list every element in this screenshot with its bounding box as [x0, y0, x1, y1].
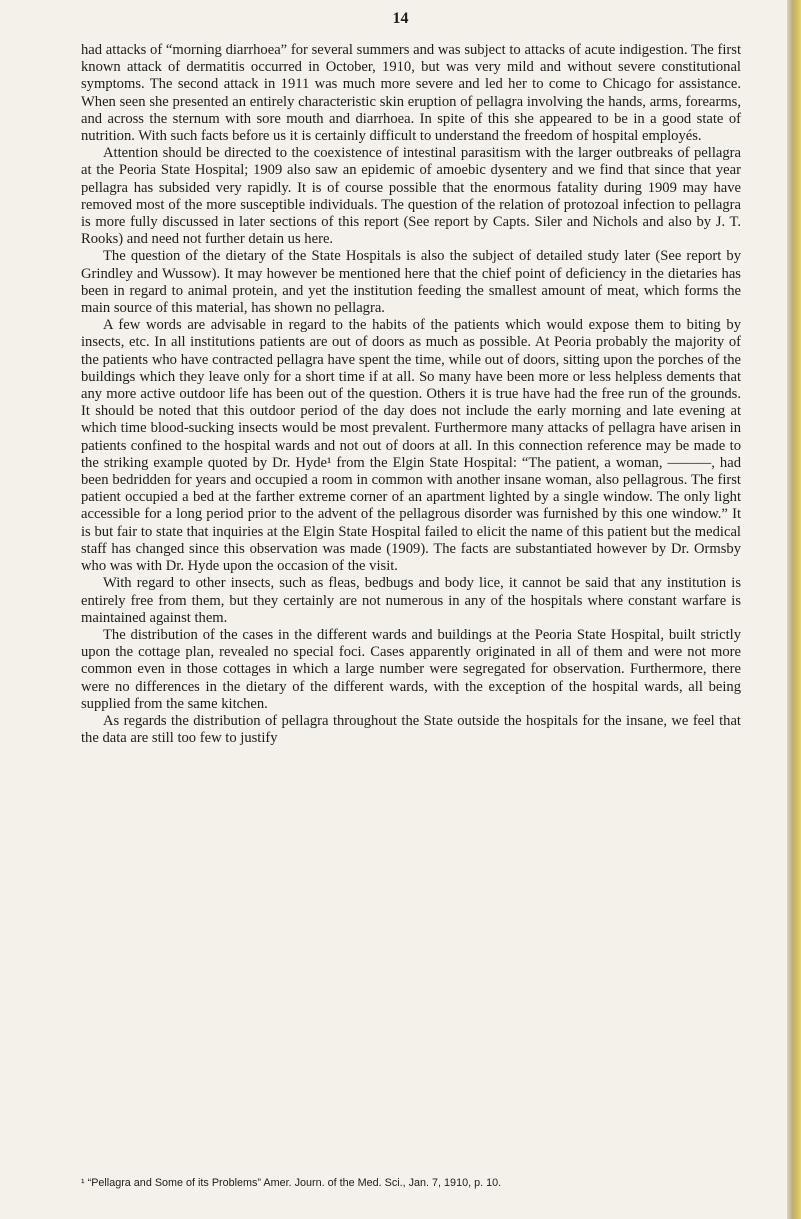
paragraph-parasitism: Attention should be directed to the coexistence of intestinal parasitism with the larger outbreaks of pellagra at the Peoria State Hospital; 1909 also saw an epidemic of amoebic dysentery and we find that since that year pellagra has subsided very rapidly. It is of course possible that the enormous fatality during 1909 may have removed most of the more susceptible individuals. The question of the relation of protozoal infection to pellagra is more fully discussed in later sections of this report (See report by Capts. Siler and Nichols and also by J. T. Rooks) and need not further detain us here.: [81, 145, 741, 248]
footnote: ¹ “Pellagra and Some of its Problems” Amer. Journ. of the Med. Sci., Jan. 7, 1910, p. 10.: [81, 1177, 502, 1189]
paragraph-continuation: had attacks of “morning diarrhoea” for several summers and was subject to attacks of acute indigestion. The first known attack of dermatitis occurred in October, 1910, but was very mild and without severe constitutional symptoms. The second attack in 1911 was much more severe and led her to come to Chicago for assistance. When seen she presented an entirely characteristic skin eruption of pellagra involving the hands, arms, forearms, and across the sternum with sore mouth and diarrhoea. In spite of this she appeared to be in a good state of nutrition. With such facts before us it is certainly difficult to understand the freedom of hospital employés.: [81, 42, 741, 145]
page-edge-binding: [787, 0, 801, 1219]
paragraph-dietary: The question of the dietary of the State Hospitals is also the subject of detailed study later (See report by Grindley and Wussow). It may however be mentioned here that the chief point of deficiency in the dietaries has been in regard to animal protein, and yet the institution feeding the smallest amount of meat, which forms the main source of this material, has shown no pellagra.: [81, 248, 741, 317]
paragraph-state-distribution: As regards the distribution of pellagra throughout the State outside the hospitals for the insane, we feel that the data are still too few to justify: [81, 712, 741, 747]
paragraph-other-insects: With regard to other insects, such as fleas, bedbugs and body lice, it cannot be said that any institution is entirely free from them, but they certainly are not numerous in any of the hospitals where constant warfare is maintained against them.: [81, 575, 741, 626]
body-text: [81, 42, 741, 747]
paragraph-ward-distribution: The distribution of the cases in the different wards and buildings at the Peoria State Hospital, built strictly upon the cottage plan, revealed no special foci. Cases apparently originated in all of them and were not more common even in those cottages in which a large number were segregated for observation. Furthermore, there were no differences in the dietary of the different wards, with the exception of the hospital wards, all being supplied from the same kitchen.: [81, 626, 741, 712]
page-number: 14: [392, 10, 409, 27]
paragraph-insect-exposure: A few words are advisable in regard to the habits of the patients which would expose them to biting by insects, etc. In all institutions patients are out of doors as much as possible. At Peoria probably the majority of the patients who have contracted pellagra have spent the time, while out of doors, sitting upon the porches of the buildings which they leave only for a short time if at all. So many have been more or less helpless dements that any more active outdoor life has been out of the question. Others it is true have had the free run of the grounds. It should be noted that this outdoor period of the day does not include the early morning and late evening at which time blood-sucking insects would be most prevalent. Furthermore many attacks of pellagra have arisen in patients confined to the hospital wards and not out of doors at all. In this connection reference may be made to the striking example quoted by Dr. Hyde¹ from the Elgin State Hospital: “The patient, a woman, ———, had been bedridden for years and occupied a room in common with another insane woman, also pellagrous. The first patient occupied a bed at the farther extreme corner of an apartment lighted by a single window. The only light accessible for a long period prior to the advent of the pellagrous disorder was furnished by this one window.” It is but fair to state that inquiries at the Elgin State Hospital failed to elicit the name of this patient but the medical staff has changed since this observation was made (1909). The facts are substantiated however by Dr. Ormsby who was with Dr. Hyde upon the occasion of the visit.: [81, 317, 741, 575]
